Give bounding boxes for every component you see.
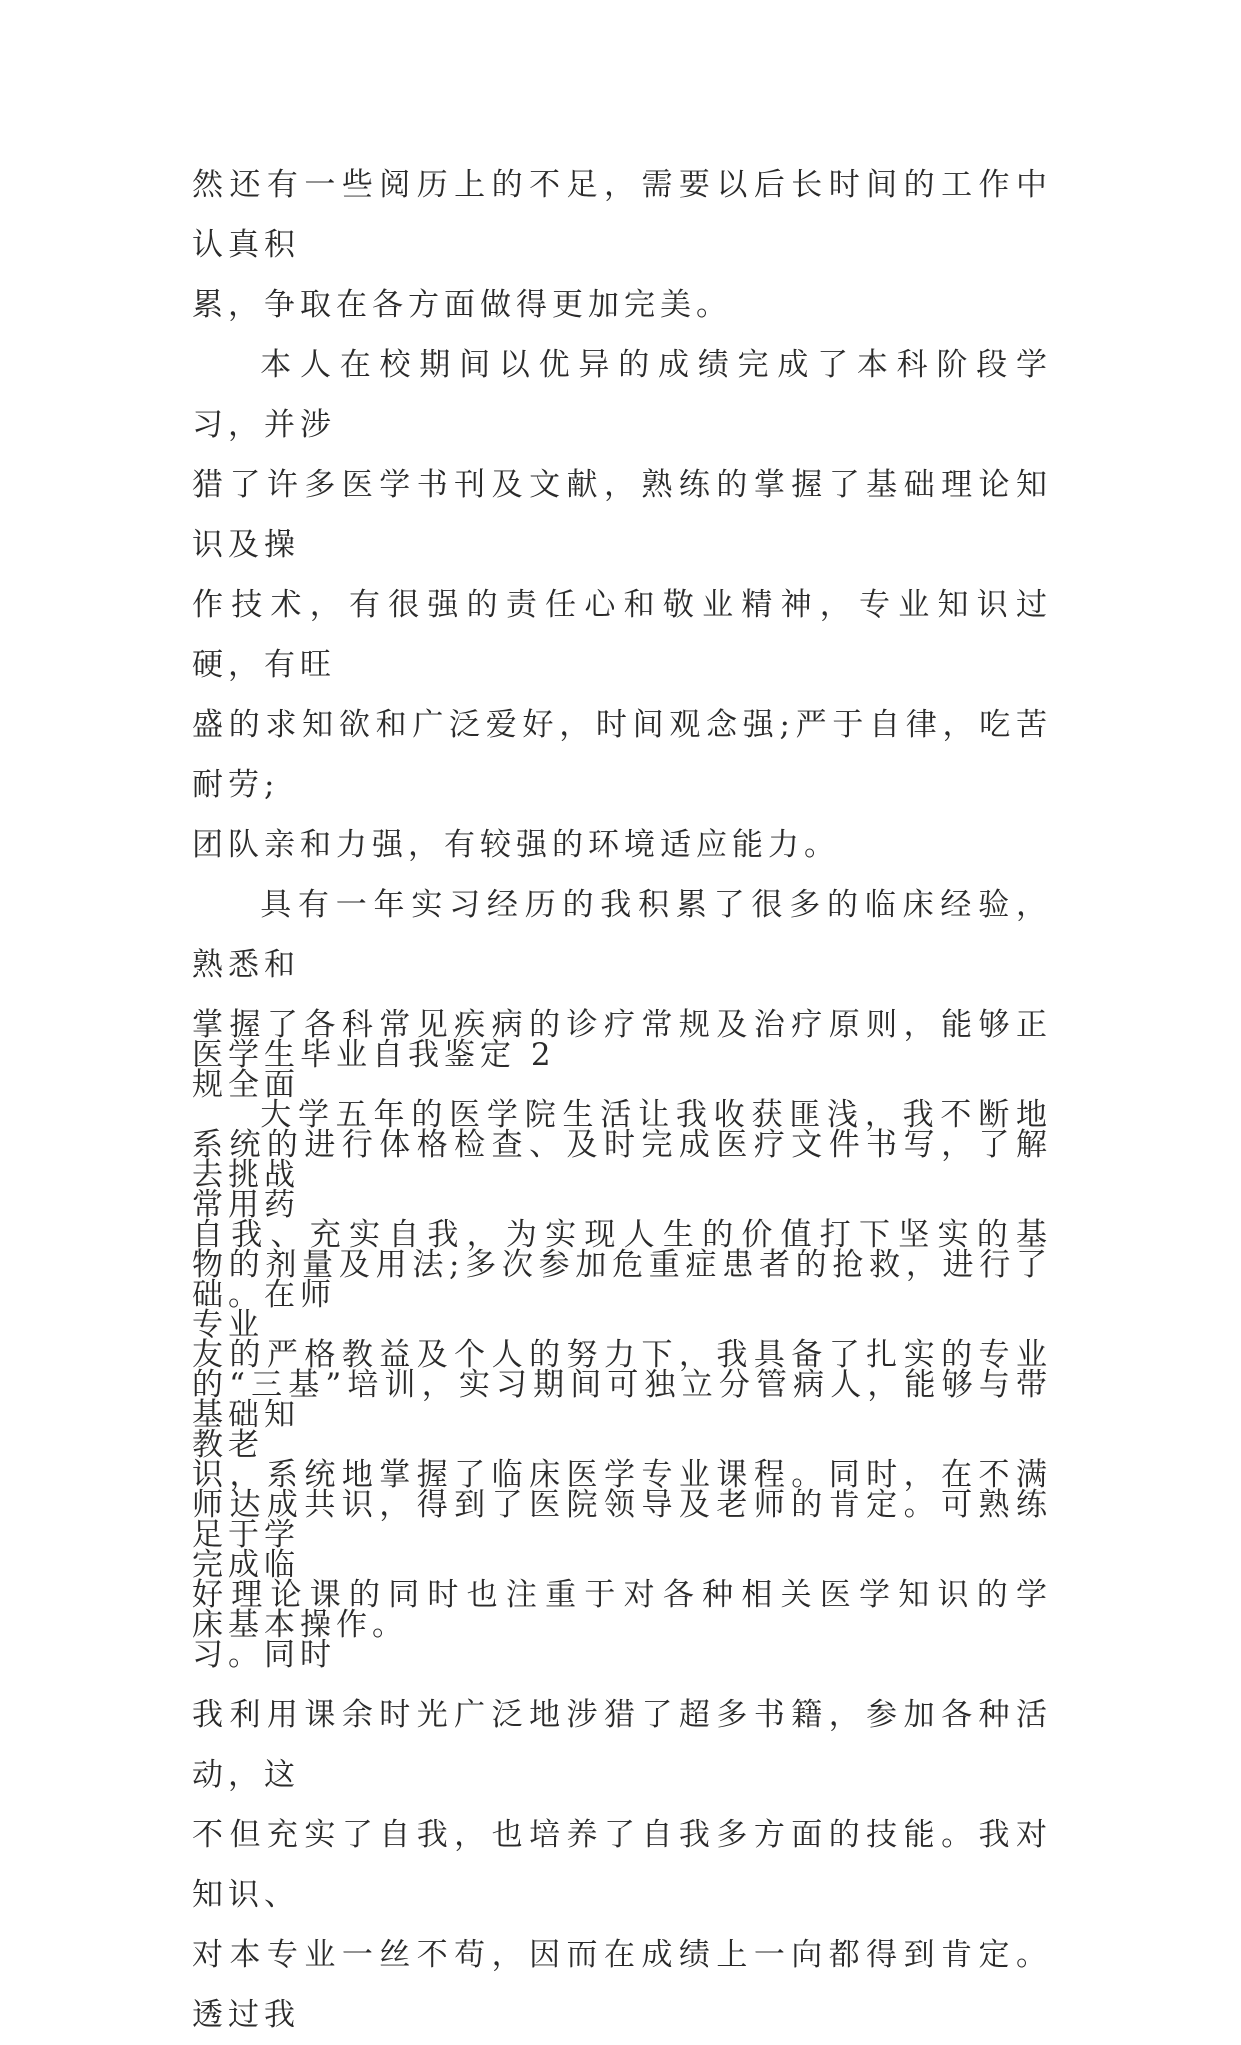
section-2-text — [192, 1025, 1052, 2045]
paragraph-university-life: 大学五年的医学院生活让我收获匪浅，我不断地去挑战 自我、充实自我，为实现人生的价值打下坚实的基础。在师 友的严格教益及个人的努力下，我具备了扎实的专业基础知 识，系统地掌握了临床医学专业课程。同时，在不满足于学 好理论课的同时也注重于对各种相关医学知识的学习。同时 我利用课余时光广泛地涉猎了超多书籍，参加各种活动，这 不但充实了自我，也培养了自我多方面的技能。我对知识、 对本专业一丝不苟，因而在成绩上一向都得到肯定。透过我 — [192, 1097, 1052, 2033]
paragraph-internship-experience: 具有一年实习经历的我积累了很多的临床经验，熟悉和 掌握了各科常见疾病的诊疗常规及治疗原则，能够正规全面 系统的进行体格检查、及时完成医疗文件书写，了解常用药 物的剂量及用法;多次参加危重症患者的抢救，进行了专业 的“三基”培训，实习期间可独立分管病人，能够与带教老 师达成共识，得到了医院领导及老师的肯定。可熟练完成临 床基本操作。 — [192, 887, 1052, 1643]
section-heading: 医学生毕业自我鉴定 2 — [192, 1037, 556, 1073]
paragraph-continuation: 然还有一些阅历上的不足，需要以后长时间的工作中认真积 累，争取在各方面做得更加完美。 — [192, 167, 1052, 323]
paragraph-school-performance: 本人在校期间以优异的成绩完成了本科阶段学习，并涉 猎了许多医学书刊及文献，熟练的掌握了基础理论知识及操 作技术，有很强的责任心和敬业精神，专业知识过硬，有旺 盛的求知欲和广泛爱好，时间观念强;严于自律，吃苦耐劳; 团队亲和力强，有较强的环境适应能力。 — [192, 347, 1052, 863]
